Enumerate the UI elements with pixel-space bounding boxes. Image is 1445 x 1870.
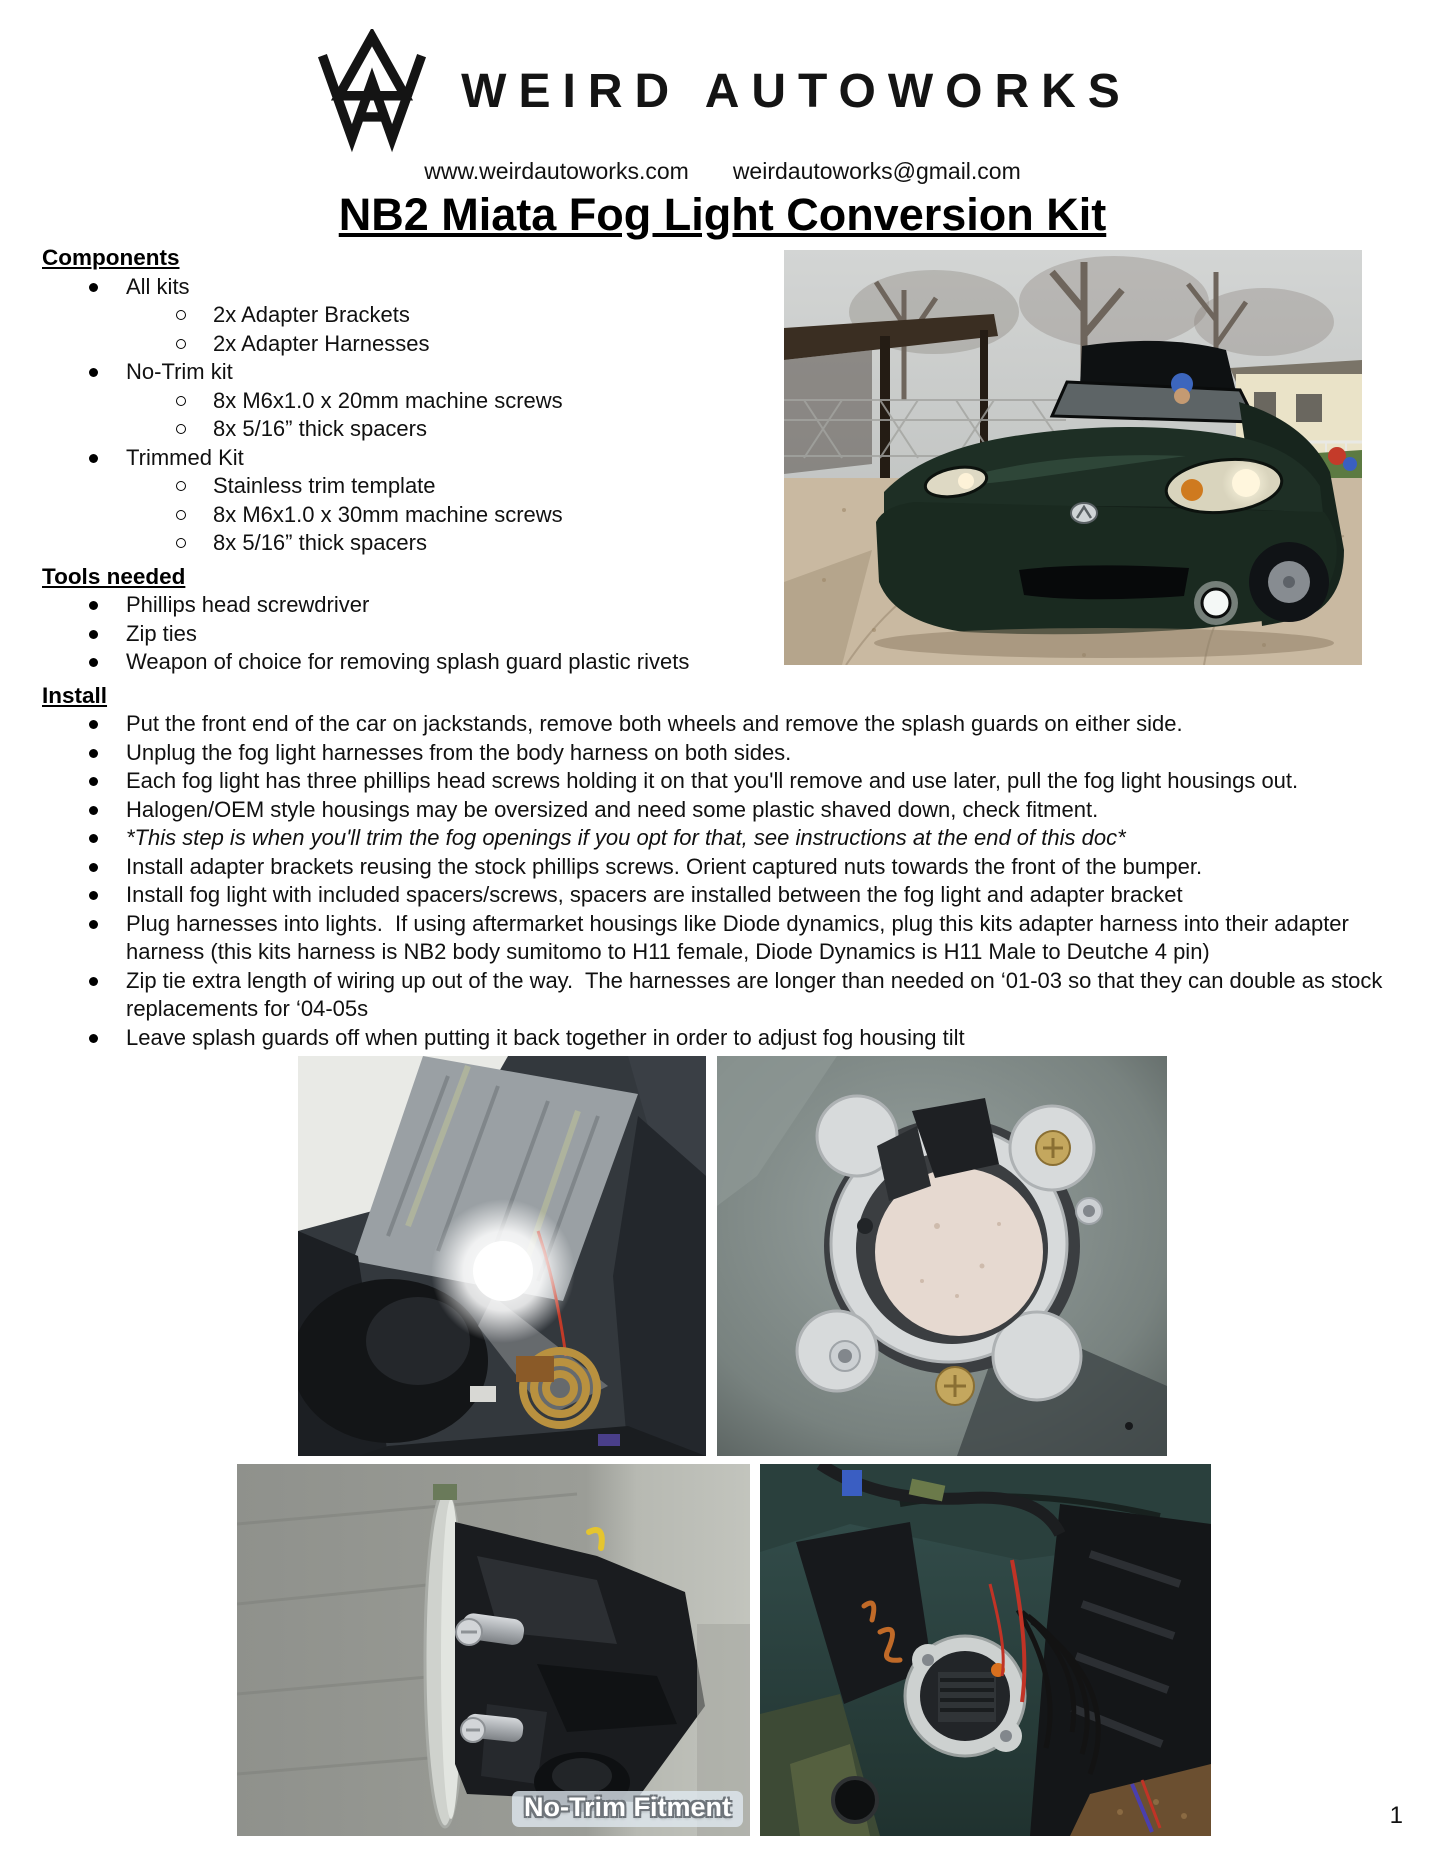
install-step: Leave splash guards off when putting it back together in order to adjust fog housing tilt — [42, 1024, 1400, 1053]
installed-fog-light-photo — [760, 1464, 1211, 1836]
list-item: 8x M6x1.0 x 30mm machine screws — [42, 501, 1400, 530]
install-list — [42, 710, 1400, 1052]
brand-name: WEIRD AUTOWORKS — [461, 64, 1132, 118]
list-item: 8x M6x1.0 x 20mm machine screws — [42, 387, 1400, 416]
components-section — [42, 244, 1400, 558]
no-trim-fitment-photo — [237, 1464, 750, 1836]
list-item: No-Trim kit — [42, 358, 1400, 387]
install-step: *This step is when you'll trim the fog openings if you opt for that, see instructions at the end of this doc* — [42, 824, 1400, 853]
section-heading-tools: Tools needed — [42, 563, 186, 589]
install-step: Zip tie extra length of wiring up out of the way. The harnesses are longer than needed on ‘01-03 so that they can double as stock replacements for ‘04-05s — [42, 967, 1400, 1024]
install-step: Install adapter brackets reusing the stock phillips screws. Orient captured nuts towards the front of the bumper. — [42, 853, 1400, 882]
list-item: All kits — [42, 273, 1400, 302]
list-item: Trimmed Kit — [42, 444, 1400, 473]
page-title: NB2 Miata Fog Light Conversion Kit — [338, 189, 1107, 240]
components-list — [42, 273, 1400, 558]
install-step: Halogen/OEM style housings may be oversized and need some plastic shaved down, check fitment. — [42, 796, 1400, 825]
email-text: weirdautoworks@gmail.com — [732, 158, 1021, 184]
list-item: 2x Adapter Brackets — [42, 301, 1400, 330]
list-item: Weapon of choice for removing splash guard plastic rivets — [42, 648, 1400, 677]
document-body — [0, 242, 1445, 1836]
list-item: 8x 5/16” thick spacers — [42, 415, 1400, 444]
wheel-well-photo — [298, 1056, 706, 1456]
install-step: Put the front end of the car on jackstands, remove both wheels and remove the splash guards on either side. — [42, 710, 1400, 739]
install-step: Unplug the fog light harnesses from the body harness on both sides. — [42, 739, 1400, 768]
tools-list — [42, 591, 1400, 677]
photo-row-bottom — [237, 1464, 1400, 1836]
install-step: Each fog light has three phillips head screws holding it on that you'll remove and use later, pull the fog light housings out. — [42, 767, 1400, 796]
page-number: 1 — [1389, 1802, 1403, 1829]
list-item: 2x Adapter Harnesses — [42, 330, 1400, 359]
weird-autoworks-logo-icon — [313, 29, 431, 153]
tools-section — [42, 563, 1400, 677]
list-item: Phillips head screwdriver — [42, 591, 1400, 620]
no-trim-fitment-caption: No-Trim Fitment — [512, 1791, 743, 1827]
install-section — [42, 682, 1400, 1053]
list-item: Zip ties — [42, 620, 1400, 649]
list-item: 8x 5/16” thick spacers — [42, 529, 1400, 558]
section-heading-components: Components — [42, 245, 180, 270]
document-header — [0, 0, 1445, 242]
install-step: Plug harnesses into lights. If using aftermarket housings like Diode dynamics, plug this kits adapter harness into their adapter harness (this kits harness is NB2 body sumitomo to H11 female, Diode Dynamics is H11 Male to Deutche 4 pin) — [42, 910, 1400, 967]
photo-row-middle — [298, 1056, 1400, 1456]
list-item: Stainless trim template — [42, 472, 1400, 501]
section-heading-install: Install — [42, 682, 108, 708]
install-step: Install fog light with included spacers/screws, spacers are installed between the fog light and adapter bracket — [42, 881, 1400, 910]
website-text: www.weirdautoworks.com — [424, 158, 689, 184]
contact-line — [0, 156, 1445, 186]
adapter-bracket-photo — [717, 1056, 1167, 1456]
